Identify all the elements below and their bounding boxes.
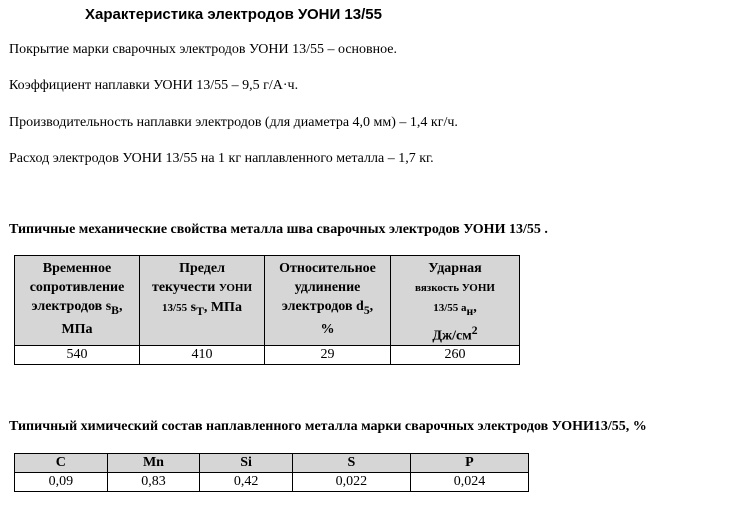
chemical-heading: Типичный химический состав наплавленного металла марки сварочных электродов УОНИ13/55, % bbox=[9, 419, 647, 434]
header-cell: Si bbox=[200, 454, 293, 473]
table-cell: 410 bbox=[140, 346, 265, 365]
table-row bbox=[15, 346, 520, 365]
table-cell: 540 bbox=[15, 346, 140, 365]
header-yield-strength: Предел текучести УОНИ 13/55 $s_Т$, МПа bbox=[140, 256, 265, 346]
chemical-composition-table bbox=[14, 453, 529, 492]
paragraph-deposition-coefficient: Коэффициент наплавки УОНИ 13/55 – 9,5 г/А·ч. bbox=[9, 78, 299, 93]
table-cell: 0,42 bbox=[200, 473, 293, 492]
table-row bbox=[15, 473, 529, 492]
table-cell: 260 bbox=[391, 346, 520, 365]
header-cell: S bbox=[292, 454, 410, 473]
table-cell: 0,022 bbox=[292, 473, 410, 492]
table-cell: 0,09 bbox=[15, 473, 108, 492]
header-cell: C bbox=[15, 454, 108, 473]
paragraph-productivity: Производительность наплавки электродов (для диаметра 4,0 мм) – 1,4 кг/ч. bbox=[9, 115, 458, 130]
header-cell: P bbox=[410, 454, 528, 473]
table-header-row bbox=[15, 256, 520, 346]
header-cell: Mn bbox=[107, 454, 200, 473]
table-cell: 29 bbox=[265, 346, 391, 365]
mechanical-properties-table bbox=[14, 255, 520, 365]
paragraph-consumption: Расход электродов УОНИ 13/55 на 1 кг наплавленного металла – 1,7 кг. bbox=[9, 151, 434, 166]
page-title: Характеристика электродов УОНИ 13/55 bbox=[85, 6, 382, 23]
mechanical-heading: Типичные механические свойства металла шва сварочных электродов УОНИ 13/55 . bbox=[9, 222, 548, 237]
table-cell: 0,024 bbox=[410, 473, 528, 492]
table-cell: 0,83 bbox=[107, 473, 200, 492]
table-header-row bbox=[15, 454, 529, 473]
header-impact-toughness: Ударная вязкость УОНИ 13/55 $a_н$, $Дж/см^2$ bbox=[391, 256, 520, 346]
header-tensile-strength: Временное сопротивление электродов $s_В$, МПа bbox=[15, 256, 140, 346]
paragraph-coating: Покрытие марки сварочных электродов УОНИ 13/55 – основное. bbox=[9, 42, 398, 57]
header-elongation: Относительное удлинение электродов $d_5$, % bbox=[265, 256, 391, 346]
